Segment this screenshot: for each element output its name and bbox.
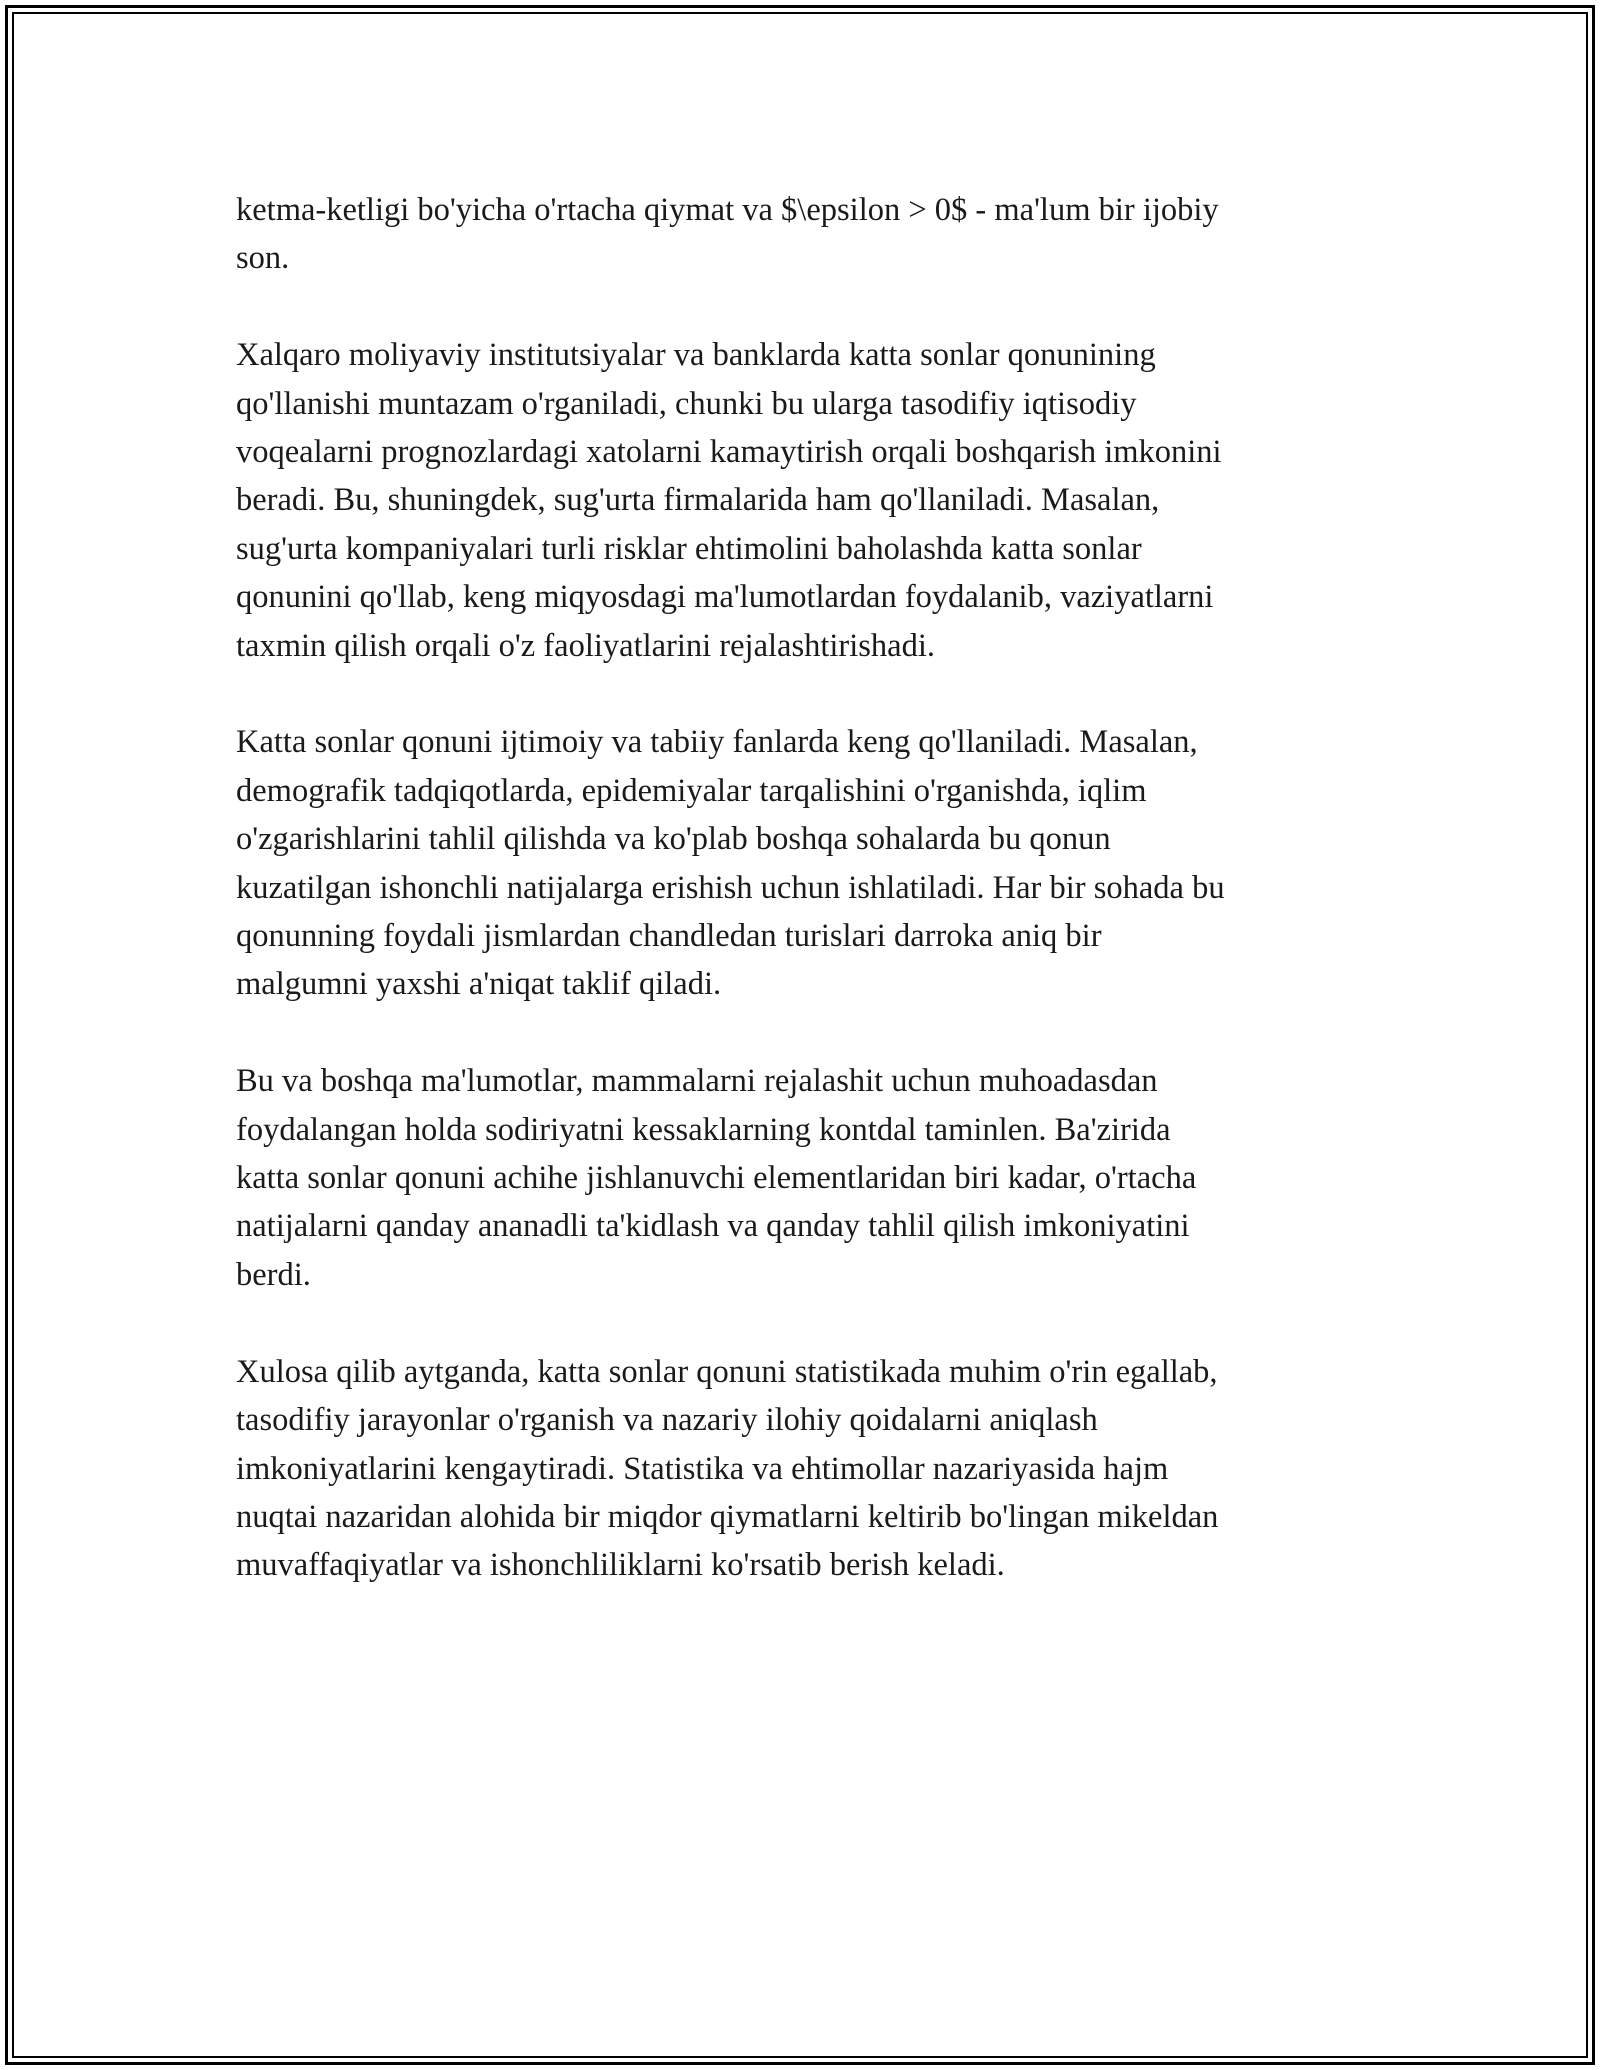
paragraph-5 [236, 1348, 1376, 1590]
text-line: kuzatilgan ishonchli natijalarga erishish uchun ishlatiladi. Har bir sohada bu [236, 869, 1225, 906]
text-line: katta sonlar qonuni achihe jishlanuvchi elementlaridan biri kadar, o'rtacha [236, 1160, 1197, 1197]
text-line: beradi. Bu, shuningdek, sug'urta firmalarida ham qo'llaniladi. Masalan, [236, 482, 1160, 519]
text-line: malgumni yaxshi a'niqat taklif qiladi. [236, 966, 722, 1003]
text-line: qo'llanishi muntazam o'rganiladi, chunki bu ularga tasodifiy iqtisodiy [236, 385, 1137, 422]
text-line: Bu va boshqa ma'lumotlar, mammalarni rejalashit uchun muhoadasdan [236, 1063, 1158, 1100]
text-line: berdi. [236, 1256, 311, 1293]
text-line: son. [236, 240, 290, 277]
text-line: foydalangan holda sodiriyatni kessaklarning kontdal taminlen. Ba'zirida [236, 1111, 1171, 1148]
text-line: o'zgarishlarini tahlil qilishda va ko'plab boshqa sohalarda bu qonun [236, 821, 1111, 858]
text-line: nuqtai nazaridan alohida bir miqdor qiymatlarni keltirib bo'lingan mikeldan [236, 1498, 1219, 1535]
text-line: voqealarni prognozlardagi xatolarni kamaytirish orqali boshqarish imkonini [236, 434, 1222, 471]
text-line: sug'urta kompaniyalari turli risklar ehtimolini baholashda katta sonlar [236, 530, 1142, 567]
text-line: Xalqaro moliyaviy institutsiyalar va banklarda katta sonlar qonunining [236, 337, 1156, 374]
document-body [236, 186, 1376, 1638]
paragraph-1 [236, 186, 1376, 283]
text-line: qonunini qo'llab, keng miqyosdagi ma'lumotlardan foydalanib, vaziyatlarni [236, 579, 1214, 616]
text-line: tasodifiy jarayonlar o'rganish va nazariy ilohiy qoidalarni aniqlash [236, 1402, 1098, 1439]
paragraph-2 [236, 331, 1376, 670]
text-line: qonunning foydali jismlardan chandledan turislari darroka aniq bir [236, 918, 1102, 955]
text-line: imkoniyatlarini kengaytiradi. Statistika va ehtimollar nazariyasida hajm [236, 1450, 1169, 1487]
text-line: muvaffaqiyatlar va ishonchliliklarni ko'rsatib berish keladi. [236, 1547, 1005, 1584]
text-line: taxmin qilish orqali o'z faoliyatlarini rejalashtirishadi. [236, 627, 936, 664]
paragraph-4 [236, 1057, 1376, 1299]
paragraph-3 [236, 718, 1376, 1008]
text-line: Katta sonlar qonuni ijtimoiy va tabiiy fanlarda keng qo'llaniladi. Masalan, [236, 724, 1198, 761]
text-line: ketma-ketligi bo'yicha o'rtacha qiymat va $\epsilon > 0$ - ma'lum bir ijobiy [236, 192, 1219, 228]
text-line: demografik tadqiqotlarda, epidemiyalar tarqalishini o'rganishda, iqlim [236, 772, 1147, 809]
text-line: natijalarni qanday ananadli ta'kidlash va qanday tahlil qilish imkoniyatini [236, 1208, 1190, 1245]
text-line: Xulosa qilib aytganda, katta sonlar qonuni statistikada muhim o'rin egallab, [236, 1353, 1218, 1390]
